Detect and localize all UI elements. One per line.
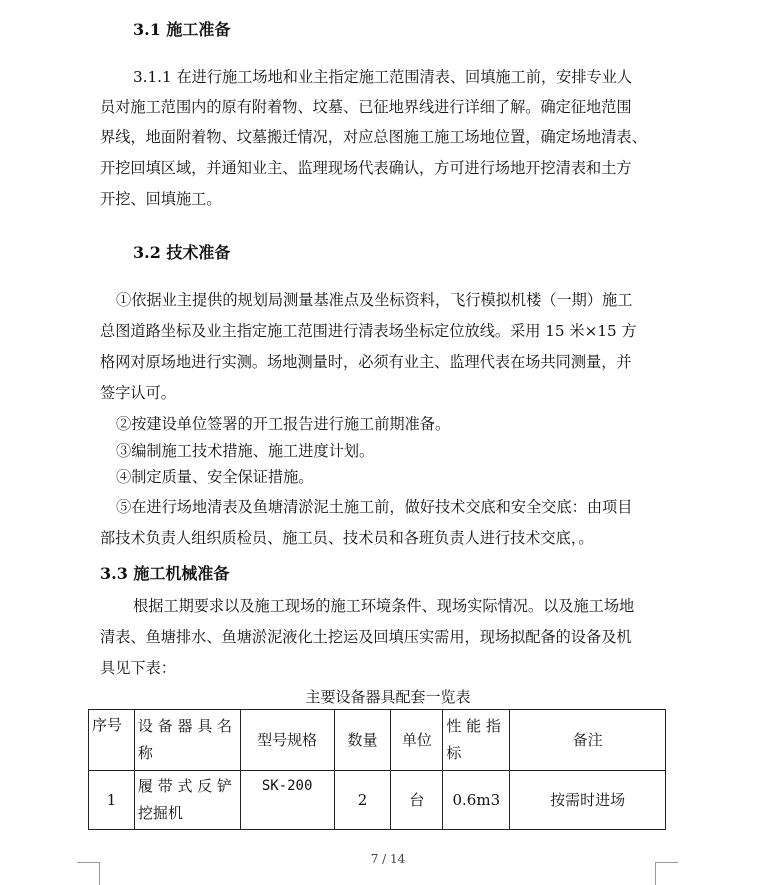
cell-model: SK-200 — [240, 771, 334, 830]
cell-name — [134, 771, 240, 830]
header-perf-line1: 性 能 指 — [446, 717, 501, 735]
table-row — [89, 771, 666, 830]
list-item-line: ③编制施工技术措施、施工进度计划。 — [116, 442, 375, 460]
header-name-line1: 设 备 器 具 名 — [137, 717, 232, 735]
cell-no: 1 — [89, 771, 135, 830]
section-3-3-title: 3.3 施工机械准备 — [100, 564, 230, 583]
list-item-line: 部技术负责人组织质检员、施工员、技术员和各班负责人进行技术交底，。 — [100, 529, 594, 547]
cell-name-line1: 履 带 式 反 铲 — [137, 777, 232, 795]
paragraph-line: 界线，地面附着物、坟墓搬迁情况，对应总图施工施工场地位置，确定场地清表、 — [100, 128, 647, 146]
section-3-1-title: 3.1 施工准备 — [133, 20, 231, 39]
header-unit: 单位 — [391, 710, 443, 771]
paragraph-line: 清表、鱼塘排水、鱼塘淤泥液化土挖运及回填压实需用，现场拟配备的设备及机 — [100, 628, 632, 646]
list-item-line: ④制定质量、安全保证措施。 — [116, 468, 314, 486]
list-item-line: ①依据业主提供的规划局测量基准点及坐标资料，飞行模拟机楼（一期）施工 — [116, 291, 633, 309]
list-item-line: 签字认可。 — [100, 384, 176, 402]
paragraph-line: 开挖回填区域，并通知业主、监理现场代表确认，方可进行场地开挖清表和土方 — [100, 159, 632, 177]
table-caption: 主要设备器具配套一览表 — [305, 688, 471, 706]
cell-name-line2: 挖掘机 — [137, 804, 183, 822]
equipment-table — [88, 709, 666, 830]
cell-note: 按需时进场 — [510, 771, 666, 830]
cell-qty: 2 — [334, 771, 391, 830]
page-number: 7 / 14 — [370, 852, 406, 866]
header-name — [134, 710, 240, 771]
header-no: 序号 — [89, 710, 135, 771]
header-note: 备注 — [510, 710, 666, 771]
header-model: 型号规格 — [240, 710, 334, 771]
table-header-row — [89, 710, 666, 771]
paragraph-line: 根据工期要求以及施工现场的施工环境条件、现场实际情况。以及施工场地 — [133, 597, 635, 615]
list-item-line: ⑤在进行场地清表及鱼塘清淤泥土施工前，做好技术交底和安全交底：由项目 — [116, 498, 633, 516]
list-item-line: 总图道路坐标及业主指定施工范围进行清表场坐标定位放线。采用 15 米×15 方 — [100, 322, 637, 340]
cell-unit: 台 — [391, 771, 443, 830]
paragraph-line: 3.1.1 在进行施工场地和业主指定施工范围清表、回填施工前，安排专业人 — [133, 68, 633, 86]
list-item-line: 格网对原场地进行实测。场地测量时，必须有业主、监理代表在场共同测量，并 — [100, 353, 632, 371]
cell-perf: 0.6m3 — [443, 771, 510, 830]
paragraph-line: 员对施工范围内的原有附着物、坟墓、已征地界线进行详细了解。确定征地范围 — [100, 98, 632, 116]
header-perf — [443, 710, 510, 771]
list-item-line: ②按建设单位签署的开工报告进行施工前期准备。 — [116, 415, 451, 433]
header-name-line2: 称 — [137, 744, 153, 762]
paragraph-line: 具见下表： — [100, 659, 176, 677]
section-3-2-title: 3.2 技术准备 — [133, 243, 231, 262]
paragraph-line: 开挖、回填施工。 — [100, 190, 222, 208]
header-perf-line2: 标 — [446, 744, 462, 762]
header-qty: 数量 — [334, 710, 391, 771]
